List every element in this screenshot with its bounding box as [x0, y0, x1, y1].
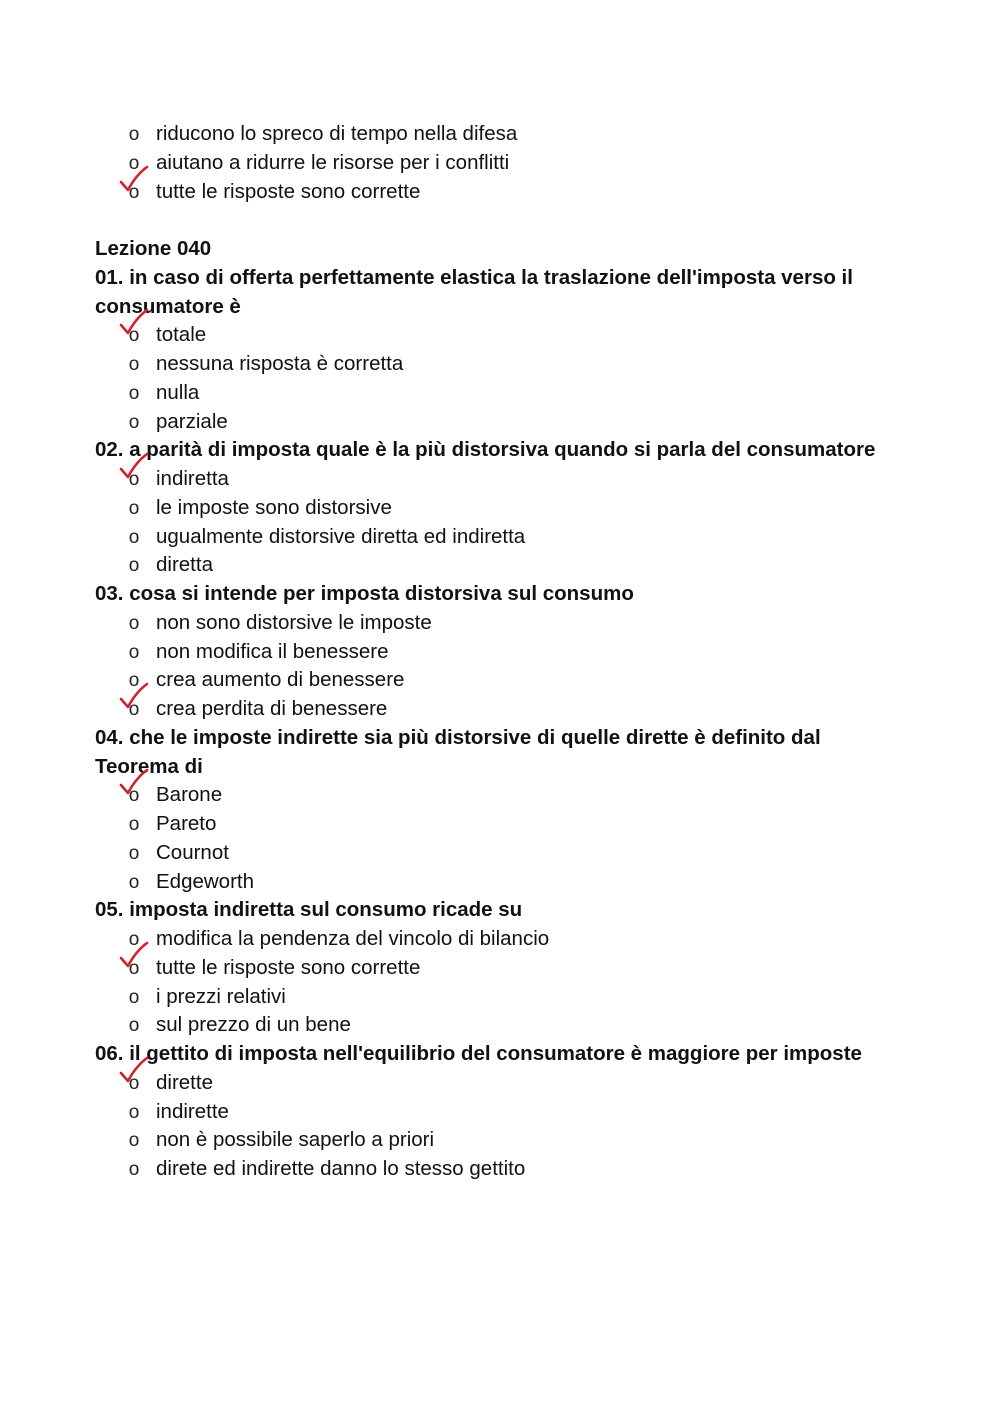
answer-option-text: parziale	[156, 409, 228, 433]
answer-option-text: nulla	[156, 380, 200, 404]
question-text: 05. imposta indiretta sul consumo ricade su	[95, 898, 523, 922]
checkmark-icon	[118, 682, 150, 712]
radio-bullet-icon	[124, 608, 144, 638]
answer-option-text: non è possibile saperlo a priori	[156, 1128, 435, 1152]
answer-option-text: dirette	[156, 1070, 213, 1094]
radio-bullet-icon	[124, 1125, 144, 1155]
answer-option-text: direte ed indirette danno lo stesso gettito	[156, 1157, 526, 1180]
radio-bullet-icon	[124, 349, 144, 379]
answer-option-text: Edgeworth	[156, 869, 255, 893]
radio-bullet-icon	[124, 1097, 144, 1127]
answer-option-text: ugualmente distorsive diretta ed indiretta	[156, 524, 526, 548]
answer-option-text: nessuna risposta è corretta	[156, 352, 404, 375]
answer-option-text: crea perdita di benessere	[156, 697, 388, 720]
answer-option-text: i prezzi relativi	[156, 984, 286, 1008]
checkmark-icon	[118, 452, 150, 482]
answer-option-text: modifica la pendenza del vincolo di bilancio	[156, 927, 550, 950]
question-text: consumatore è	[95, 294, 241, 318]
answer-option-text: Pareto	[156, 812, 217, 835]
answer-option-text: indiretta	[156, 467, 229, 490]
checkmark-icon	[118, 1056, 150, 1086]
question-text: Teorema di	[95, 754, 203, 778]
lesson-title: Lezione 040	[95, 237, 212, 260]
answer-option-text: tutte le risposte sono corrette	[156, 955, 421, 979]
checkmark-icon	[118, 165, 150, 195]
checkmark-icon	[118, 768, 150, 798]
checkmark-icon	[118, 308, 150, 338]
answer-option-text: totale	[156, 323, 207, 347]
radio-bullet-icon	[124, 407, 144, 437]
question-text: 06. il gettito di imposta nell'equilibrio del consumatore è maggiore per imposte	[95, 1042, 862, 1065]
radio-bullet-icon	[124, 1154, 144, 1184]
radio-bullet-icon	[124, 550, 144, 580]
answer-option-text: diretta	[156, 553, 213, 577]
radio-bullet-icon	[124, 982, 144, 1012]
radio-bullet-icon	[124, 637, 144, 667]
radio-bullet-icon	[124, 838, 144, 868]
answer-option-text: indirette	[156, 1099, 229, 1123]
answer-option-text: riducono lo spreco di tempo nella difesa	[156, 122, 518, 145]
radio-bullet-icon	[124, 522, 144, 552]
answer-option-text: Cournot	[156, 840, 229, 864]
answer-option-text: Barone	[156, 783, 223, 807]
answer-option-text: crea aumento di benessere	[156, 668, 405, 692]
answer-option-text: non sono distorsive le imposte	[156, 610, 432, 634]
question-text: 01. in caso di offerta perfettamente elastica la traslazione dell'imposta verso il	[95, 265, 853, 289]
question-text: 03. cosa si intende per imposta distorsiva sul consumo	[95, 582, 634, 605]
radio-bullet-icon	[124, 378, 144, 408]
answer-option-text: tutte le risposte sono corrette	[156, 179, 421, 203]
radio-bullet-icon	[124, 809, 144, 839]
checkmark-icon	[118, 941, 150, 971]
question-text: 02. a parità di imposta quale è la più distorsiva quando si parla del consumatore	[95, 438, 876, 462]
answer-option-text: non modifica il benessere	[156, 639, 389, 663]
radio-bullet-icon	[124, 1010, 144, 1040]
radio-bullet-icon	[124, 867, 144, 897]
radio-bullet-icon	[124, 119, 144, 149]
question-text: 04. che le imposte indirette sia più distorsive di quelle dirette è definito dal	[95, 725, 821, 749]
answer-option-text: sul prezzo di un bene	[156, 1013, 351, 1037]
answer-option-text: aiutano a ridurre le risorse per i conflitti	[156, 150, 510, 174]
answer-option-text: le imposte sono distorsive	[156, 495, 392, 519]
radio-bullet-icon	[124, 493, 144, 523]
